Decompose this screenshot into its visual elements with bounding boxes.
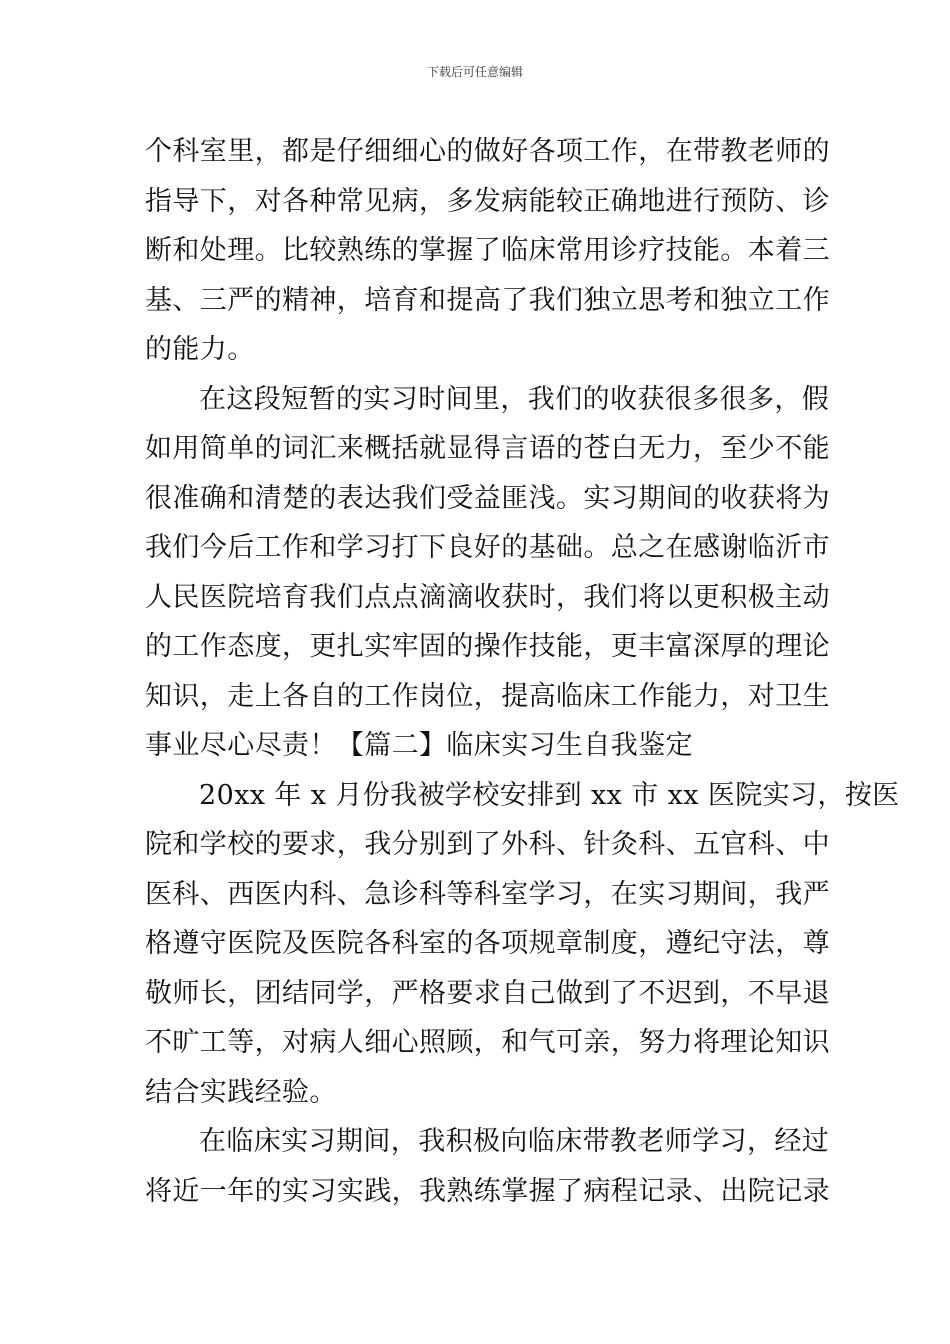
- text-line: 院和学校的要求，我分别到了外科、针灸科、五官科、中: [145, 829, 830, 860]
- text-line: 20xx 年 x 月份我被学校安排到 xx 市 xx 医院实习，按医: [199, 779, 900, 811]
- text-line: 个科室里，都是仔细细心的做好各项工作，在带教老师的: [145, 136, 830, 167]
- paragraph-1: [145, 127, 830, 375]
- text-line: 我们今后工作和学习打下良好的基础。总之在感谢临沂市: [145, 532, 830, 563]
- text-line: 基、三严的精神，培育和提高了我们独立思考和独立工作: [145, 284, 830, 316]
- text-line: 很准确和清楚的表达我们受益匪浅。实习期间的收获将为: [145, 482, 830, 514]
- text-line: 指导下，对各种常见病，多发病能较正确地进行预防、诊: [145, 185, 830, 217]
- page-header-note: 下载后可任意编辑: [426, 65, 523, 79]
- text-line: 在临床实习期间，我积极向临床带教老师学习，经过: [199, 1126, 830, 1157]
- text-line: 敬师长，团结同学，严格要求自己做到了不迟到，不早退: [145, 977, 830, 1009]
- text-line: 不旷工等，对病人细心照顾，和气可亲，努力将理论知识: [145, 1027, 830, 1058]
- text-line: 将近一年的实习实践，我熟练掌握了病程记录、出院记录: [145, 1175, 830, 1207]
- paragraph-4: [145, 1117, 830, 1216]
- paragraph-3: [145, 771, 900, 1118]
- text-line: 的工作态度，更扎实牢固的操作技能，更丰富深厚的理论: [145, 631, 830, 662]
- text-line: 知识，走上各自的工作岗位，提高临床工作能力，对卫生: [145, 680, 830, 712]
- text-line: 人民医院培育我们点点滴滴收获时，我们将以更积极主动: [145, 581, 830, 613]
- text-line: 事业尽心尽责！【篇二】临床实习生自我鉴定: [145, 730, 693, 761]
- text-line: 医科、西医内科、急诊科等科室学习，在实习期间，我严: [145, 878, 830, 910]
- text-line: 的能力。: [145, 334, 255, 365]
- text-line: 结合实践经验。: [145, 1076, 337, 1108]
- document-body: [145, 127, 900, 1216]
- text-line: 断和处理。比较熟练的掌握了临床常用诊疗技能。本着三: [145, 235, 830, 266]
- paragraph-2: [145, 375, 830, 771]
- text-line: 格遵守医院及医院各科室的各项规章制度，遵纪守法，尊: [145, 928, 830, 959]
- text-line: 在这段短暂的实习时间里，我们的收获很多很多，假: [199, 383, 830, 415]
- text-line: 如用简单的词汇来概括就显得言语的苍白无力，至少不能: [145, 433, 830, 464]
